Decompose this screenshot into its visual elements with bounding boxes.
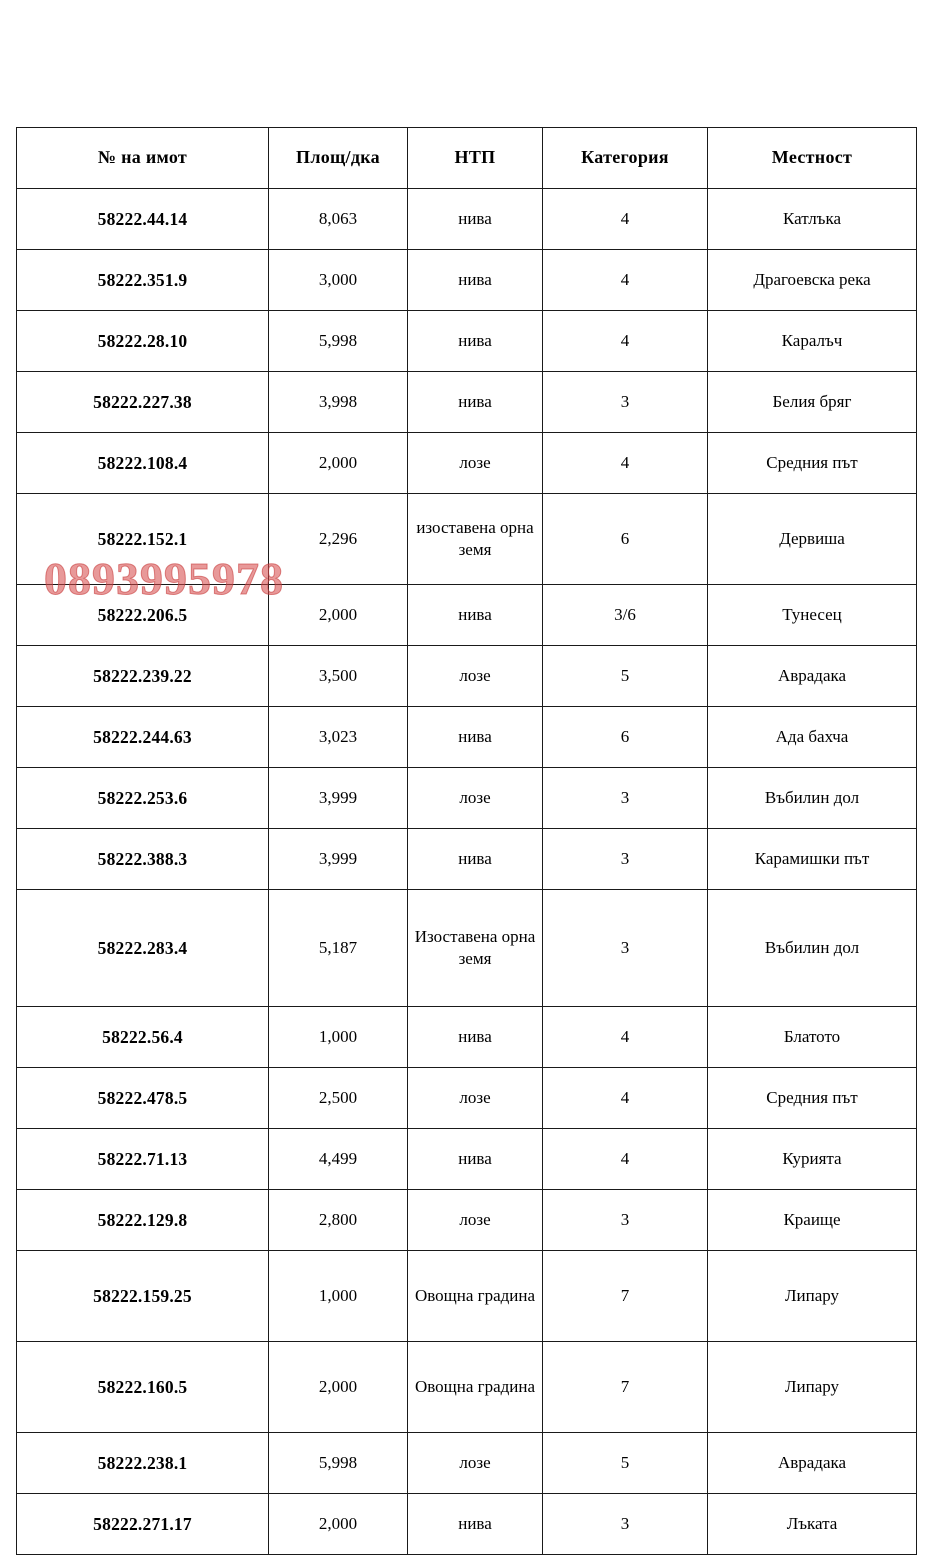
cell-property-number: 58222.71.13 [17, 1129, 269, 1190]
cell-ntp: лозе [408, 1190, 543, 1251]
table-row [17, 646, 917, 707]
cell-area: 2,500 [269, 1068, 408, 1129]
cell-ntp: лозе [408, 768, 543, 829]
cell-locality: Дервиша [708, 494, 917, 585]
cell-ntp: лозе [408, 433, 543, 494]
cell-category: 4 [543, 1007, 708, 1068]
cell-category: 4 [543, 189, 708, 250]
cell-category: 4 [543, 1068, 708, 1129]
property-table [16, 127, 917, 1555]
cell-area: 4,499 [269, 1129, 408, 1190]
cell-category: 3 [543, 1494, 708, 1555]
cell-area: 2,800 [269, 1190, 408, 1251]
cell-locality: Аврадака [708, 646, 917, 707]
cell-ntp: нива [408, 189, 543, 250]
cell-property-number: 58222.152.1 [17, 494, 269, 585]
cell-ntp: нива [408, 829, 543, 890]
cell-ntp: лозе [408, 1433, 543, 1494]
cell-ntp: нива [408, 707, 543, 768]
cell-category: 4 [543, 311, 708, 372]
table-row [17, 1007, 917, 1068]
cell-property-number: 58222.206.5 [17, 585, 269, 646]
cell-area: 2,296 [269, 494, 408, 585]
cell-property-number: 58222.44.14 [17, 189, 269, 250]
table-row [17, 1251, 917, 1342]
cell-ntp: Овощна градина [408, 1342, 543, 1433]
cell-locality: Белия бряг [708, 372, 917, 433]
cell-area: 3,000 [269, 250, 408, 311]
cell-category: 6 [543, 707, 708, 768]
cell-area: 1,000 [269, 1007, 408, 1068]
table-row [17, 189, 917, 250]
cell-locality: Катлъка [708, 189, 917, 250]
table-row [17, 707, 917, 768]
cell-area: 1,000 [269, 1251, 408, 1342]
cell-category: 3 [543, 1190, 708, 1251]
table-header [17, 128, 917, 189]
cell-property-number: 58222.238.1 [17, 1433, 269, 1494]
table-row [17, 1129, 917, 1190]
cell-locality: Каралъч [708, 311, 917, 372]
cell-category: 7 [543, 1251, 708, 1342]
cell-area: 3,023 [269, 707, 408, 768]
table-row [17, 1433, 917, 1494]
cell-ntp: Изоставена орна земя [408, 890, 543, 1007]
cell-category: 5 [543, 1433, 708, 1494]
cell-locality: Драгоевска река [708, 250, 917, 311]
cell-locality: Курията [708, 1129, 917, 1190]
cell-property-number: 58222.283.4 [17, 890, 269, 1007]
cell-property-number: 58222.159.25 [17, 1251, 269, 1342]
cell-property-number: 58222.351.9 [17, 250, 269, 311]
cell-locality: Блатото [708, 1007, 917, 1068]
cell-ntp: нива [408, 250, 543, 311]
cell-property-number: 58222.271.17 [17, 1494, 269, 1555]
cell-property-number: 58222.28.10 [17, 311, 269, 372]
cell-property-number: 58222.56.4 [17, 1007, 269, 1068]
cell-locality: Липару [708, 1342, 917, 1433]
cell-category: 6 [543, 494, 708, 585]
cell-category: 4 [543, 250, 708, 311]
cell-area: 2,000 [269, 1342, 408, 1433]
cell-property-number: 58222.388.3 [17, 829, 269, 890]
table-row [17, 890, 917, 1007]
column-header-ntp: НТП [408, 128, 543, 189]
cell-property-number: 58222.227.38 [17, 372, 269, 433]
cell-locality: Въбилин дол [708, 890, 917, 1007]
table-row [17, 372, 917, 433]
cell-area: 5,998 [269, 1433, 408, 1494]
cell-category: 3/6 [543, 585, 708, 646]
cell-category: 3 [543, 372, 708, 433]
table-row [17, 311, 917, 372]
table-row [17, 1068, 917, 1129]
table-row [17, 1342, 917, 1433]
cell-property-number: 58222.160.5 [17, 1342, 269, 1433]
cell-locality: Въбилин дол [708, 768, 917, 829]
table-row [17, 1494, 917, 1555]
cell-property-number: 58222.108.4 [17, 433, 269, 494]
column-header-property-number: № на имот [17, 128, 269, 189]
cell-area: 3,998 [269, 372, 408, 433]
table-body [17, 189, 917, 1555]
cell-area: 3,999 [269, 768, 408, 829]
cell-property-number: 58222.244.63 [17, 707, 269, 768]
cell-category: 7 [543, 1342, 708, 1433]
cell-area: 8,063 [269, 189, 408, 250]
cell-category: 3 [543, 890, 708, 1007]
cell-area: 2,000 [269, 1494, 408, 1555]
cell-category: 3 [543, 768, 708, 829]
table-row [17, 585, 917, 646]
cell-property-number: 58222.478.5 [17, 1068, 269, 1129]
watermark-phone-number: 0893995978 [44, 553, 284, 604]
cell-category: 5 [543, 646, 708, 707]
column-header-area: Площ/дка [269, 128, 408, 189]
table-header-row [17, 128, 917, 189]
cell-ntp: изоставена орна земя [408, 494, 543, 585]
cell-category: 4 [543, 1129, 708, 1190]
cell-area: 2,000 [269, 433, 408, 494]
table-row [17, 250, 917, 311]
column-header-locality: Местност [708, 128, 917, 189]
cell-locality: Тунесец [708, 585, 917, 646]
column-header-category: Категория [543, 128, 708, 189]
cell-category: 4 [543, 433, 708, 494]
cell-locality: Средния път [708, 1068, 917, 1129]
cell-ntp: нива [408, 1007, 543, 1068]
cell-area: 3,500 [269, 646, 408, 707]
cell-locality: Ада бахча [708, 707, 917, 768]
cell-locality: Аврадака [708, 1433, 917, 1494]
table-row [17, 433, 917, 494]
cell-ntp: лозе [408, 1068, 543, 1129]
cell-locality: Карамишки път [708, 829, 917, 890]
cell-locality: Краище [708, 1190, 917, 1251]
cell-locality: Липару [708, 1251, 917, 1342]
table-row [17, 494, 917, 585]
cell-ntp: нива [408, 1129, 543, 1190]
cell-ntp: нива [408, 311, 543, 372]
cell-ntp: Овощна градина [408, 1251, 543, 1342]
cell-ntp: лозе [408, 646, 543, 707]
cell-area: 2,000 [269, 585, 408, 646]
cell-ntp: нива [408, 372, 543, 433]
cell-property-number: 58222.129.8 [17, 1190, 269, 1251]
cell-ntp: нива [408, 1494, 543, 1555]
cell-property-number: 58222.253.6 [17, 768, 269, 829]
cell-area: 3,999 [269, 829, 408, 890]
cell-area: 5,187 [269, 890, 408, 1007]
table-row [17, 829, 917, 890]
table-row [17, 1190, 917, 1251]
cell-area: 5,998 [269, 311, 408, 372]
property-table-container [16, 127, 916, 1555]
cell-category: 3 [543, 829, 708, 890]
cell-ntp: нива [408, 585, 543, 646]
cell-locality: Средния път [708, 433, 917, 494]
table-row [17, 768, 917, 829]
cell-property-number: 58222.239.22 [17, 646, 269, 707]
cell-locality: Лъката [708, 1494, 917, 1555]
